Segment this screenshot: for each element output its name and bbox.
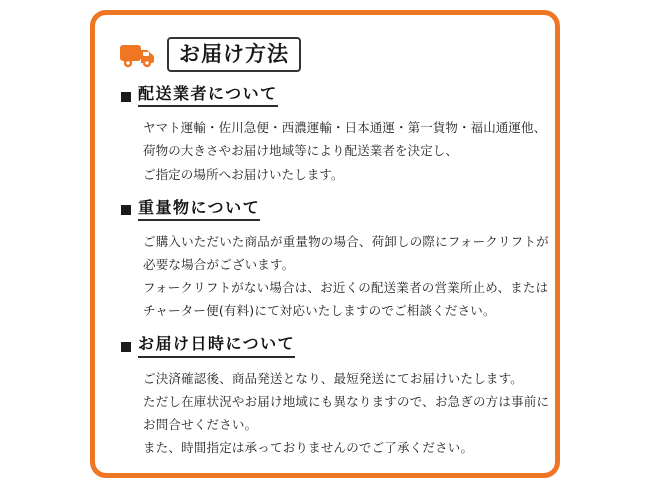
body-line: ご購入いただいた商品が重量物の場合、荷卸しの際にフォークリフトが [143, 233, 549, 249]
delivery-truck-icon [119, 40, 157, 70]
section-body [143, 367, 550, 460]
body-line: お問合せください。 [143, 416, 258, 432]
section-heavy-items [121, 197, 549, 323]
section-shipping-carriers [121, 84, 547, 186]
section-delivery-datetime [121, 334, 550, 459]
section-heading: お届け日時について [138, 334, 295, 357]
bullet-square-icon [121, 342, 131, 352]
section-heading-row [121, 198, 537, 224]
body-line: 荷物の大きさやお届け地域等により配送業者を決定し、 [143, 143, 459, 159]
body-line: チャーター便(有料)にて対応いたしますのでご相談ください。 [143, 303, 496, 319]
section-heading-row [121, 334, 537, 360]
body-line: また、時間指定は承っておりませんのでご了承ください。 [143, 439, 474, 455]
section-body [143, 116, 547, 185]
card-title-row [119, 37, 537, 72]
delivery-info-card [90, 10, 560, 478]
card-title-box [167, 37, 301, 72]
bullet-square-icon [121, 205, 131, 215]
body-line: フォークリフトがない場合は、お近くの配送業者の営業所止め、または [143, 280, 549, 296]
section-heading-row [121, 84, 537, 110]
card-title: お届け方法 [179, 42, 289, 66]
section-body [143, 230, 549, 323]
section-heading: 配送業者について [138, 84, 278, 107]
body-line: ヤマト運輸・佐川急便・西濃運輸・日本通運・第一貨物・福山通運他、 [143, 120, 547, 136]
body-line: ただし在庫状況やお届け地域にも異なりますので、お急ぎの方は事前に [143, 393, 550, 409]
body-line: ご指定の場所へお届けいたします。 [143, 166, 344, 182]
section-heading: 重量物について [138, 198, 260, 221]
bullet-square-icon [121, 92, 131, 102]
body-line: ご決済確認後、商品発送となり、最短発送にてお届けいたします。 [143, 370, 524, 386]
body-line: 必要な場合がございます。 [143, 257, 295, 273]
